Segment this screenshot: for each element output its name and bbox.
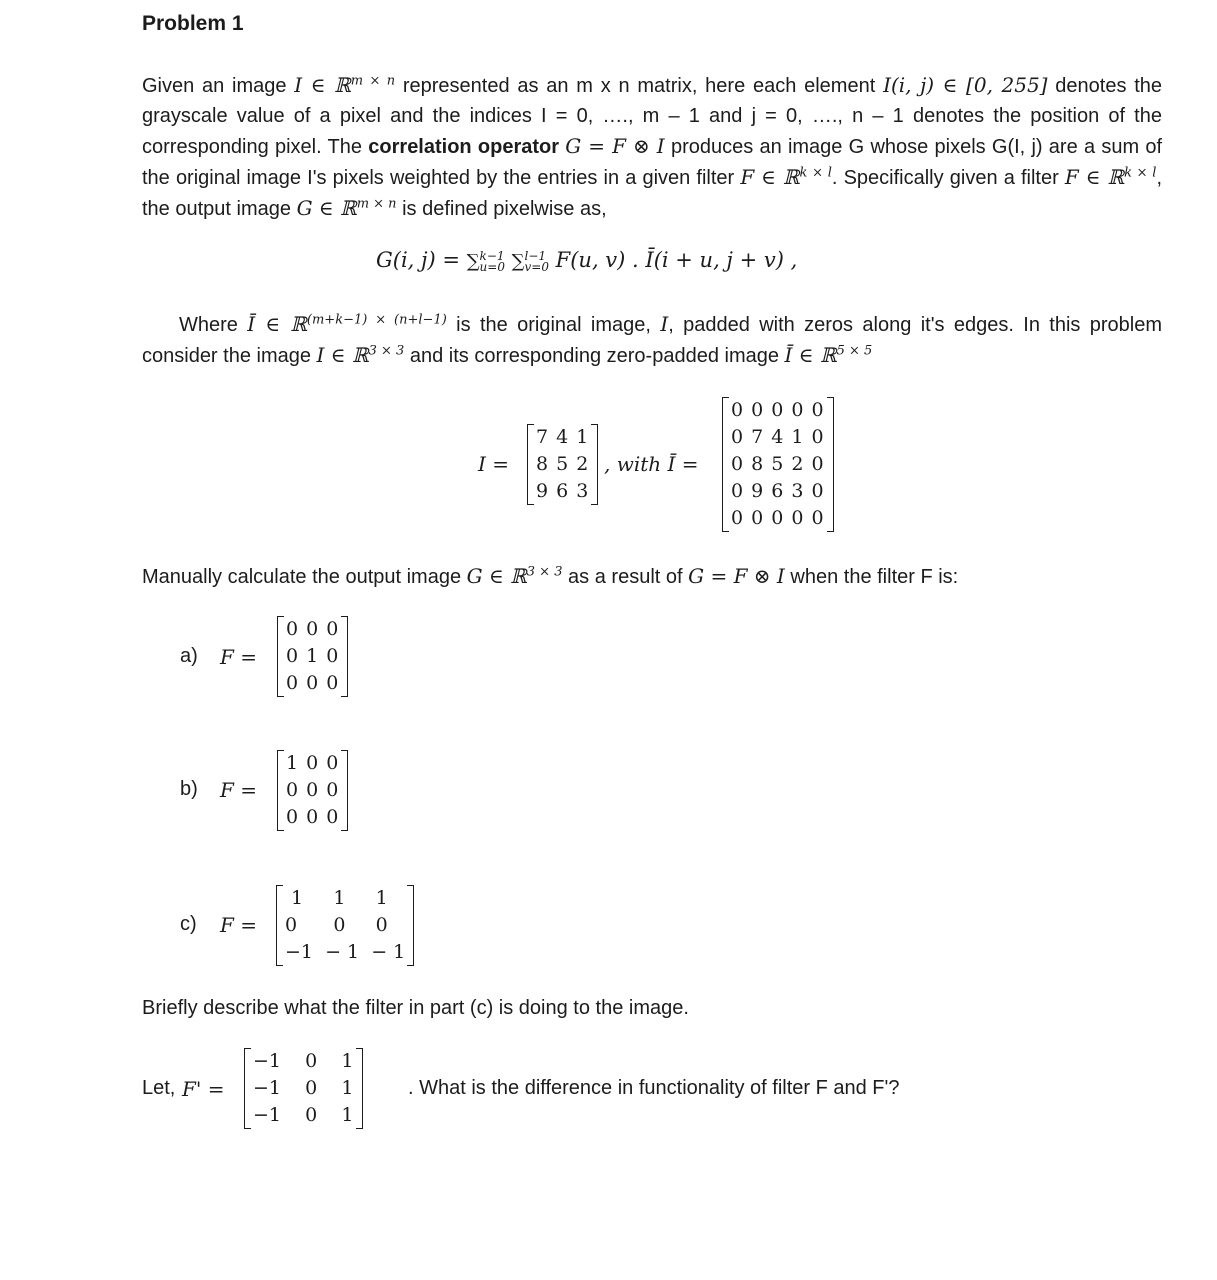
let-label: Let, <box>142 1077 176 1099</box>
problem-title: Problem 1 <box>142 12 244 35</box>
padded-image-matrix: 0 0 0 0 0 0 7 4 1 0 0 8 5 2 0 0 9 6 3 0 0 0 0 0 0 <box>731 397 825 532</box>
part-c-label: c) <box>180 913 197 935</box>
part-b-label: b) <box>180 778 198 800</box>
filter-a-matrix: 0 0 0 0 1 0 0 0 0 <box>286 616 339 697</box>
image-label: I = <box>478 452 510 476</box>
filter-fprime-matrix: −1 0 1 −1 0 1 −1 0 1 <box>253 1048 354 1129</box>
part-c-eq: F = <box>220 913 257 937</box>
padded-image-label: , with Ī = <box>604 452 699 476</box>
filter-b-matrix: 1 0 0 0 0 0 0 0 0 <box>286 750 339 831</box>
part-a-eq: F = <box>220 645 257 669</box>
difference-question: . What is the difference in functionality of filter F and F'? <box>408 1077 900 1099</box>
where-paragraph: Where Ī ∈ ℝ$^{(m+k-1) \times (n+l-1)}$ is the original image, I, padded with zeros along it's edges. In this problem consider the image I ∈ ℝ$^{3 \times 3}$ and its corresponding zero-padded image Ī ∈ ℝ$^{5 \times 5}$ <box>142 312 1163 367</box>
correlation-equation: G(i, j) = ∑k−1 u=0 ∑l−1 v=0 F(u, v) . Ī(i + u, j + v) , <box>376 248 798 274</box>
part-b-eq: F = <box>220 778 257 802</box>
describe-question: Briefly describe what the filter in part (c) is doing to the image. <box>142 997 689 1019</box>
filter-c-matrix: 1 1 1 0 0 0 −1 − 1 − 1 <box>285 885 405 966</box>
intro-paragraph: Given an image I ∈ ℝ$^{m \times n}$ represented as an m x n matrix, here each element I(i, j) ∈ [0, 255] denotes the grayscale value of a pixel and the indices I = 0, …., m – 1 and j = 0, …., n – 1 denotes the position of the corresponding pixel. The correlation operator G = F ⊗ I produces an image G whose pixels G(I, j) are a sum of the original image I's pixels weighted by the entries in a given filter F ∈ ℝ$^{k \times l}$. Specifically given a filter F ∈ ℝ$^{k \times l}$, the output image G ∈ ℝ$^{m \times n}$ is defined pixelwise as, <box>142 73 1163 220</box>
fprime-eq: F' = <box>182 1077 225 1101</box>
correlation-operator-term: correlation operator <box>368 136 560 158</box>
task-paragraph: Manually calculate the output image G ∈ ℝ$^{3 \times 3}$ as a result of G = F ⊗ I when the filter F is: <box>142 564 959 588</box>
image-matrix: 7 4 1 8 5 2 9 6 3 <box>536 424 589 505</box>
part-a-label: a) <box>180 645 198 667</box>
